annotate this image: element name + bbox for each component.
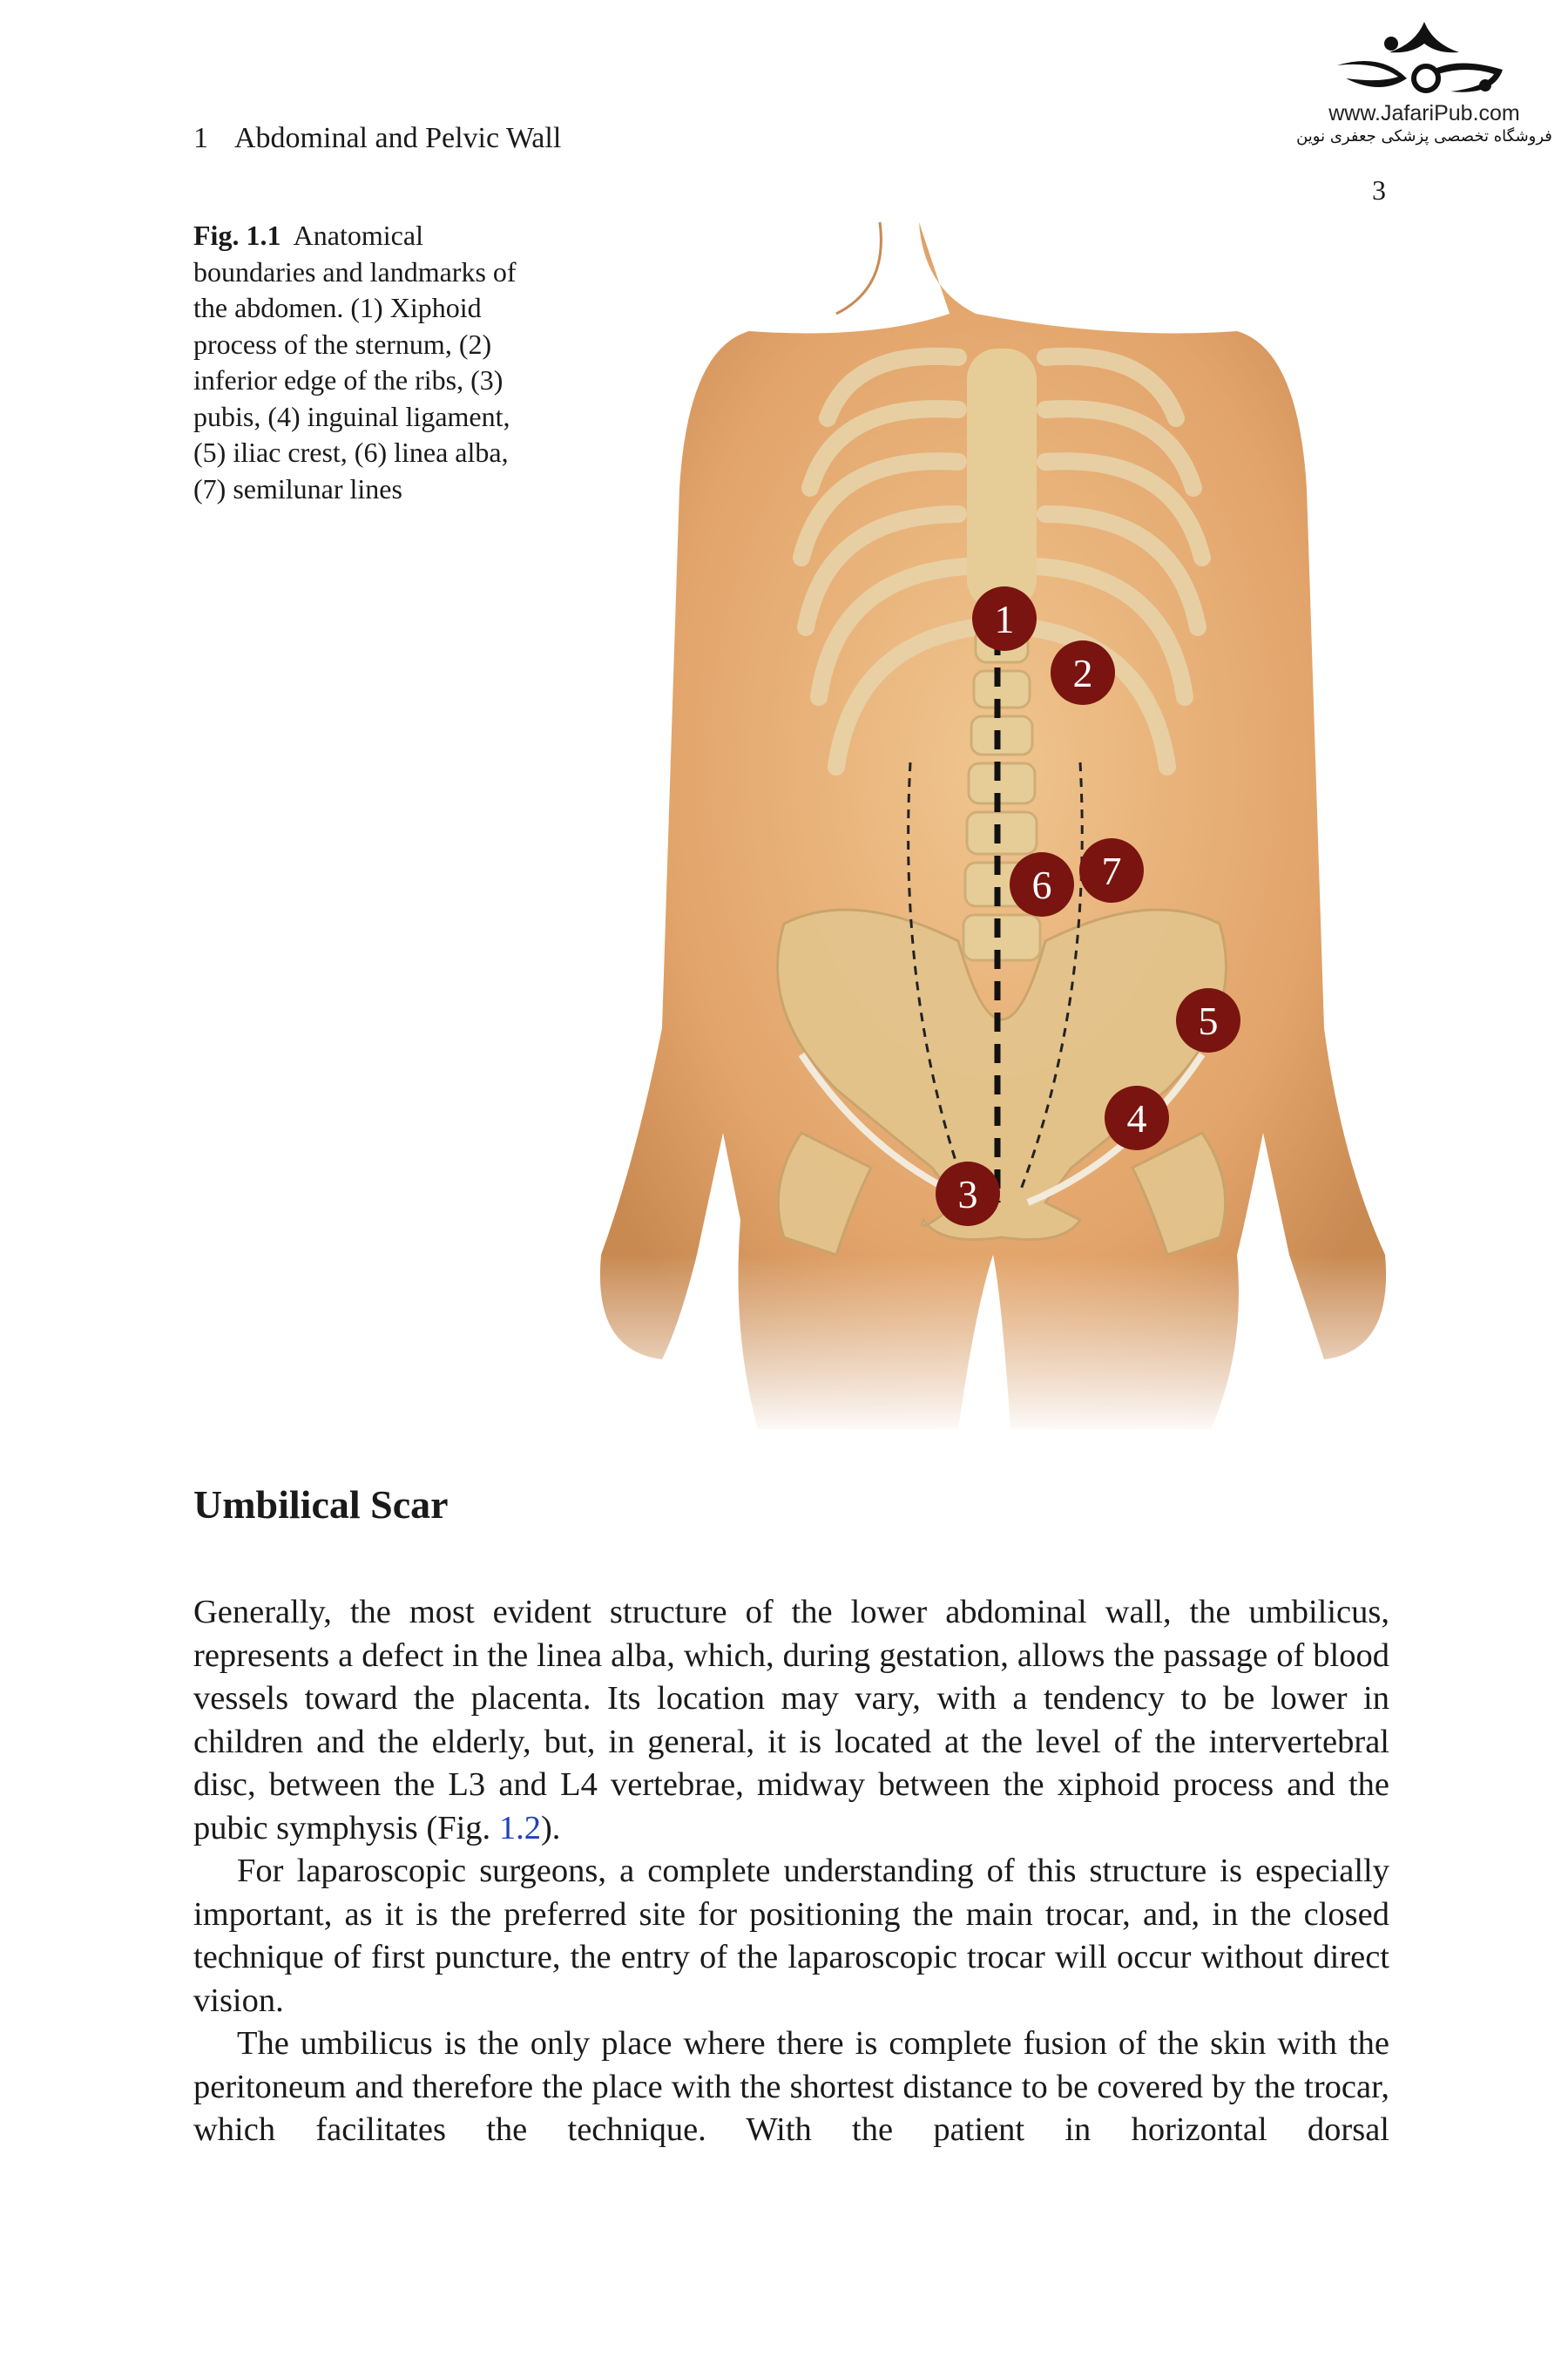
- paragraph-3: The umbilicus is the only place where there is complete fusion of the skin with the peritoneum and therefore the place with the shortest distance to be covered by the trocar, which facilitates the technique. With the patient in horizontal dorsal: [193, 2025, 1389, 2148]
- paragraph-1: Generally, the most evident structure of the lower abdominal wall, the umbilicus, represents a defect in the linea alba, which, during gestation, allows the passage of blood vessels toward the placenta. Its location may vary, with a tendency to be lower in children and the elderly, but, in general, it is located at the level of the intervertebral disc, between the L3 and L4 vertebrae, midway between the xiphoid process and the pubic symphysis (Fig. 1.2).: [193, 1594, 1389, 1846]
- page-number: 3: [1372, 174, 1386, 206]
- figure-label: Fig. 1.1: [193, 220, 281, 251]
- svg-text:3: 3: [957, 1172, 978, 1216]
- svg-text:2: 2: [1072, 651, 1093, 695]
- paragraph-2: For laparoscopic surgeons, a complete understanding of this structure is especially important, as it is the preferred site for positioning the main trocar, and, in the closed technique of first puncture, the entry of the laparoscopic trocar will occur without direct vision.: [193, 1853, 1389, 2019]
- svg-text:6: 6: [1031, 863, 1052, 907]
- figure-reference-link[interactable]: 1.2: [498, 1809, 541, 1846]
- body-text: [193, 1591, 1389, 2152]
- watermark-url: www.JafariPub.com: [1328, 101, 1520, 125]
- marker-3: [936, 1162, 1000, 1226]
- marker-2: [1051, 640, 1115, 705]
- svg-text:7: 7: [1101, 849, 1122, 893]
- svg-text:4: 4: [1126, 1096, 1147, 1141]
- section-heading: Umbilical Scar: [193, 1482, 449, 1527]
- svg-text:5: 5: [1198, 999, 1219, 1043]
- chapter-title: Abdominal and Pelvic Wall: [234, 122, 562, 154]
- marker-1: [972, 586, 1037, 651]
- svg-text:1: 1: [994, 597, 1015, 641]
- chapter-number: 1: [193, 122, 208, 154]
- marker-6: [1010, 852, 1074, 917]
- figure-caption-text: Anatomical boundaries and landmarks of the abdomen. (1) Xiphoid process of the sternum, (2) inferior edge of the ribs, (3) pubis, (4) inguinal ligament, (5) iliac crest, (6) linea alba, (7) semilunar lines: [193, 220, 517, 505]
- watermark-tagline: فروشگاه تخصصی پزشکی جعفری نوین: [1296, 127, 1552, 146]
- marker-7: [1079, 838, 1144, 903]
- marker-5: [1176, 988, 1240, 1053]
- marker-4: [1105, 1086, 1169, 1150]
